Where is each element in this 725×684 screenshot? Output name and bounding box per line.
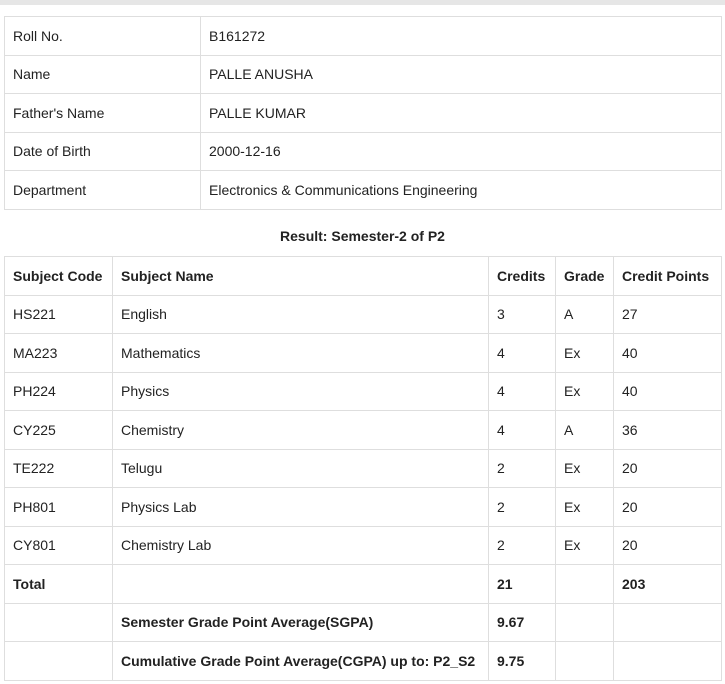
subject-code: CY225 <box>5 411 113 450</box>
subject-code: PH801 <box>5 488 113 527</box>
subject-credits: 2 <box>489 449 556 488</box>
total-credit-points: 203 <box>614 565 722 604</box>
result-title: Result: Semester-2 of P2 <box>280 228 445 244</box>
dob-label: Date of Birth <box>5 132 201 171</box>
subject-name: Telugu <box>113 449 489 488</box>
cgpa-row <box>5 642 722 681</box>
subject-credit-points: 40 <box>614 372 722 411</box>
total-credits: 21 <box>489 565 556 604</box>
subject-grade: A <box>556 295 614 334</box>
subject-code: CY801 <box>5 526 113 565</box>
subject-grade: Ex <box>556 334 614 373</box>
header-subject-code: Subject Code <box>5 257 113 296</box>
subject-credit-points: 36 <box>614 411 722 450</box>
subject-grade: A <box>556 411 614 450</box>
total-label: Total <box>5 565 113 604</box>
student-row-department <box>5 171 722 210</box>
table-row <box>5 411 722 450</box>
subject-code: HS221 <box>5 295 113 334</box>
header-grade: Grade <box>556 257 614 296</box>
table-row <box>5 488 722 527</box>
cgpa-empty-grade <box>556 642 614 681</box>
subject-code: TE222 <box>5 449 113 488</box>
table-row <box>5 372 722 411</box>
sgpa-empty-points <box>614 603 722 642</box>
header-credits: Credits <box>489 257 556 296</box>
subject-grade: Ex <box>556 488 614 527</box>
name-value: PALLE ANUSHA <box>201 55 722 94</box>
total-empty-grade <box>556 565 614 604</box>
table-row <box>5 295 722 334</box>
subject-code: PH224 <box>5 372 113 411</box>
father-name-value: PALLE KUMAR <box>201 94 722 133</box>
header-subject-name: Subject Name <box>113 257 489 296</box>
student-info-table <box>4 16 722 210</box>
student-row-name <box>5 55 722 94</box>
subject-credits: 2 <box>489 488 556 527</box>
sgpa-empty-grade <box>556 603 614 642</box>
sgpa-value: 9.67 <box>489 603 556 642</box>
sgpa-empty-code <box>5 603 113 642</box>
top-divider <box>0 0 725 5</box>
cgpa-value: 9.75 <box>489 642 556 681</box>
table-row <box>5 334 722 373</box>
subject-name: Chemistry Lab <box>113 526 489 565</box>
subject-credits: 4 <box>489 334 556 373</box>
subject-credits: 4 <box>489 411 556 450</box>
subject-credits: 2 <box>489 526 556 565</box>
subject-grade: Ex <box>556 526 614 565</box>
total-row <box>5 565 722 604</box>
subject-name: Mathematics <box>113 334 489 373</box>
subject-credit-points: 40 <box>614 334 722 373</box>
father-name-label: Father's Name <box>5 94 201 133</box>
subject-name: Physics Lab <box>113 488 489 527</box>
subject-name: Physics <box>113 372 489 411</box>
table-row <box>5 526 722 565</box>
table-row <box>5 449 722 488</box>
department-value: Electronics & Communications Engineering <box>201 171 722 210</box>
cgpa-label: Cumulative Grade Point Average(CGPA) up to: P2_S2 <box>113 642 489 681</box>
roll-no-label: Roll No. <box>5 17 201 56</box>
subject-name: English <box>113 295 489 334</box>
total-empty-name <box>113 565 489 604</box>
subject-credit-points: 20 <box>614 449 722 488</box>
subject-grade: Ex <box>556 372 614 411</box>
roll-no-value: B161272 <box>201 17 722 56</box>
dob-value: 2000-12-16 <box>201 132 722 171</box>
subject-credits: 3 <box>489 295 556 334</box>
cgpa-empty-points <box>614 642 722 681</box>
student-row-father-name <box>5 94 722 133</box>
header-credit-points: Credit Points <box>614 257 722 296</box>
subject-grade: Ex <box>556 449 614 488</box>
student-row-roll-no <box>5 17 722 56</box>
result-table <box>4 256 722 681</box>
subject-code: MA223 <box>5 334 113 373</box>
student-row-dob <box>5 132 722 171</box>
subject-credit-points: 20 <box>614 488 722 527</box>
subject-name: Chemistry <box>113 411 489 450</box>
name-label: Name <box>5 55 201 94</box>
department-label: Department <box>5 171 201 210</box>
result-header-row <box>5 257 722 296</box>
subject-credit-points: 20 <box>614 526 722 565</box>
sgpa-row <box>5 603 722 642</box>
sgpa-label: Semester Grade Point Average(SGPA) <box>113 603 489 642</box>
subject-credits: 4 <box>489 372 556 411</box>
subject-credit-points: 27 <box>614 295 722 334</box>
cgpa-empty-code <box>5 642 113 681</box>
